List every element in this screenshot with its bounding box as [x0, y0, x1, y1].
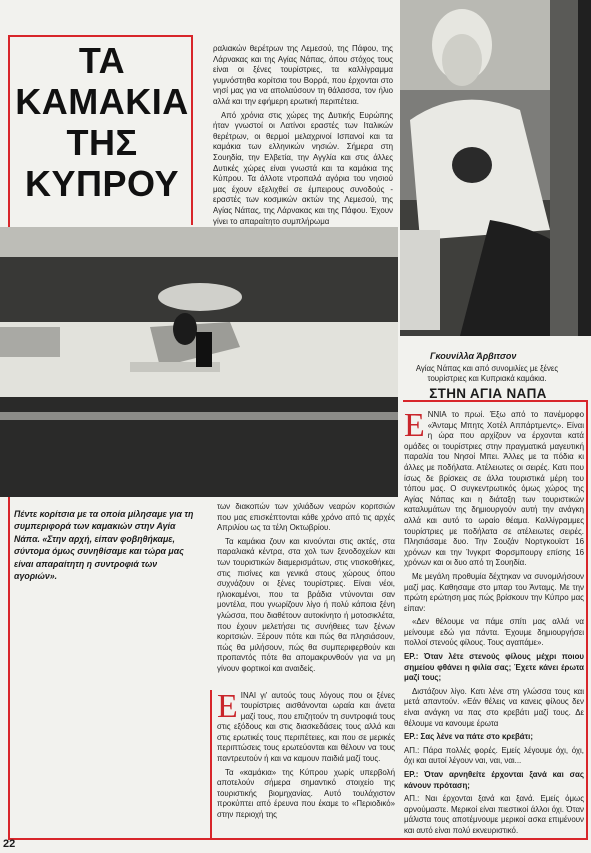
paragraph: Τα «καμάκια» της Κύπρου χωρίς υπερβολή αποτελούν σήμερα σημαντικό στοιχείο της τουριστικής βιομηχανίας. Αυτό τουλάχιστον προκύπτει από έρευνα που έκαμε το «Περιοδικό» στην περιοχή της: [217, 767, 395, 820]
right-column: [404, 407, 584, 840]
question: ΕΡ.: Όταν αρνηθείτε έρχονται ξανά και σας κάνουν πρόταση;: [404, 770, 584, 790]
title-line-4: ΚΥΠΡΟΥ: [24, 163, 180, 204]
question: ΕΡ.: Όταν λέτε στενούς φίλους μέχρι ποιου σημείου φθάνει η φιλία σας; Έχετε κάνει έρωτα μαζί τους;: [404, 652, 584, 683]
paragraph-with-dropcap: [217, 687, 395, 765]
paragraph: Από χρόνια στις χώρες της Δυτικής Ευρώπης ήταν γνωστοί οι Λατίνοι εραστές των Ιταλικών θερέτρων, οι θερμοί μελαχρινοί Ισπανοί και τα καμάκια των ελληνικών νησιών. Σήμερα στη Σουηδία, την Ελβετία, την Αγγλία και στις άλλες Δυτικές χώρες είναι γνωστά και τα καμάκια της Κύπρου. Τα άλλοτε ντροπαλά αγόρια του νησιού μας έχουν εξελιχθεί σε έμπειρους συνοδούς - εραστές των κοσμικών ακτών της Λεμεσού, της Αγίας Νάπας, της Λάρνακας και της Πάφου. Έχουν γίνει το απαραίτητο συμπλήρωμα: [213, 110, 393, 226]
article-title: [14, 40, 190, 204]
paragraph: ραλιακών θερέτρων της Λεμεσού, της Πάφου, της Λάρνακας και της Αγίας Νάπας, όπου στόχος τους είναι οι ξένες τουρίστριες, τα καλλίγραμμα γυμνόστηθα κορίτσια του Βορρά, που έρχονται στο νησί μας για να απολαύσουν τη θάλασσα, τον ήλιο αλλά και την εφήμερη ερωτική περιπέτεια.: [213, 44, 393, 106]
paragraph-text: ΙΝΑΙ γι' αυτούς τους λόγους που οι ξένες τουρίστριες αισθάνονται ωραία και άνετα μαζί τους, που επιζητούν τη συντροφιά τους στις εξόδους και στις διασκεδάσεις τους αλλά και στις ερωτικές τους περιπέτειες, και που σε μερικές περιπτώσεις τους ερωτεύονται και θέλουν να τους παντρευτούν ή και να καμουν παιδιά μαζί τους.: [217, 690, 395, 764]
caption-continuation: Αγίας Νάπας και από συνομιλίες με ξένες τουρίστριες και Κυπριακά καμάκια.: [415, 364, 559, 383]
title-line-1: ΤΑ: [78, 40, 126, 81]
title-line-2: ΚΑΜΑΚΙΑ: [15, 81, 189, 122]
answer: ΑΠ.: Πάρα πολλές φορές. Εμείς λέγουμε όχι, όχι, όχι και αυτοί λέγουν ναι, ναι, ναι...: [404, 745, 584, 766]
drop-cap-letter: Ε: [404, 407, 425, 444]
paragraph: «Δεν θέλουμε να πάμε σπίτι μας αλλά να μείνουμε εδώ για πάντα. Έχουμε δημιουργήσει πολλοί στενούς φίλους. Τους αγαπάμε».: [404, 617, 584, 648]
pool-photo: [0, 227, 398, 497]
answer: ΑΠ.: Ναι έρχονται ξανά και ξανά. Εμείς όμως αρνούμαστε. Μερικοί είναι πιεστικοί άλλοι όχι. Όταν μάλιστα τους αποτέμνουμε μερικοί ασκα επιμένουν και αυτό είναι πολύ εκνευριστικό.: [404, 794, 584, 835]
paragraph-text: ΝΝΙΑ το πρωί. Έξω από το πανέμορφο «Άνταμς Μπητς Χοτέλ Αππάρτμεντς». Είναι η ώρα που αρχίζουν να έρχονται κατά ομάδες οι τουρίστριες στην πραγματικά μαγευτική παραλία του Νησοί Μπει. Άλλες με τα πόδια κι άλλες με ποδήλατα. Ατέλειωτες οι σειρές. Κατι που ίσως δε βρίσκεις σε άλλα τουριστικά μέρη του τόπου μας. Ο συγκεντρωτικός όμως χώρος της Αγίας Νάπας και η διάταξη των τουριστικών καταλυμάτων της δημιουργούν αυτή την ανάγκη αλλά και αυτό το ωραίο θέαμα. Καλλίγραμμες τουρίστριες με ποδήλατα σε ατέλειωτες σειρές. Πλησιάσαμε δυο. Την Σουζάν Νορτγκουϊστ 16 χρόνων και την Ίνγκριτ Φορσμπουργ επίσης 16 χρόνων και οι δυο από τη Σουηδία.: [404, 410, 584, 568]
red-rule-title-right: [191, 35, 193, 225]
center-column-bottom: [217, 502, 395, 824]
photo-side-strip: [578, 0, 591, 336]
answer: Διστάζουν λίγο. Κατι λένε στη γλώσσα τους και μετά απαντούν. «Εάν θέλεις να κανεις φίλους δεν είναι ανάγκη να πας στο κρεβάτι μαζί τους. Δε θέλουμε να κανουμε έρωτα: [404, 686, 584, 728]
question: ΕΡ.: Σας λένε να πάτε στο κρεβάτι;: [404, 732, 533, 742]
red-rule-title-top: [8, 35, 193, 37]
paragraph: Τα καμάκια ζουν και κινούνται στις ακτές, στα παραλιακά κέντρα, στα χολ των ξενοδοχείων και των τουριστικών διαμερισμάτων, στις ντισκοθήκες, στις πισίνες και γενικά στους χώρους όπου συχνάζουν οι ξένες τουρίστριες. Είναι νέοι, ηλιοκαμένοι, που τα βράδια ντύνονται σαν μοντέλα, που γνωρίζουν λίγο ή πολύ κάποια ξένη γλώσσα, που διαθέτουν αυτοκίνητο ή μοτοσικλέτα, που έχουν μελετήσει τις συνήθειες των ξένων κοριτσιών. Ξέρουν πότε και πώς θα πλησιάσουν, πώς θα μιλήσουν, πώς θα συμπεριφερθούν και προπαντός πότε θα απομακρυνθούν για να μη γίνουν φορτικοί και αναιδείς.: [217, 536, 395, 673]
title-line-3: ΤΗΣ: [66, 122, 138, 163]
center-column-top: [213, 44, 393, 230]
red-rule-right-vertical: [586, 400, 588, 840]
portrait-photo: [400, 0, 578, 336]
paragraph: Με μεγάλη προθυμία δέχτηκαν να συνομιλήσουν μαζί μας. Καθησαμε στο μπαρ του Άνταμς. Με την πρώτη ερώτηση μας πώς βρίσκουν την Κύπρο μας είπαν:: [404, 571, 584, 613]
section-heading: ΣΤΗΝ ΑΓΙΑ ΝΑΠΑ: [429, 386, 547, 401]
drop-cap-letter: Ε: [217, 687, 238, 725]
pool-photo-caption: Πέντε κορίτσια με τα οποία μίλησαμε για τη συμπεριφορά των καμακιών στην Αγία Νάπα. «Στην αρχή, είπαν φοβηθήκαμε, σύντομα όμως συνηθίσαμε και τώρα μας είναι απαραίτητη η συντροφιά των αγοριών».: [14, 509, 194, 582]
photo-caption-name: Γκουνίλλα Άρβιτσον: [430, 351, 517, 361]
paragraph-with-dropcap: [404, 407, 584, 569]
paragraph: των διακοπών των χιλιάδων νεαρών κοριτσιών που μας επισκέπτονται κάθε χρόνο από τις αρχές Απριλίου ως τα τέλη Οκτωβρίου.: [217, 502, 395, 533]
red-rule-center-bottom: [210, 690, 212, 840]
page-number: 22: [3, 838, 16, 850]
